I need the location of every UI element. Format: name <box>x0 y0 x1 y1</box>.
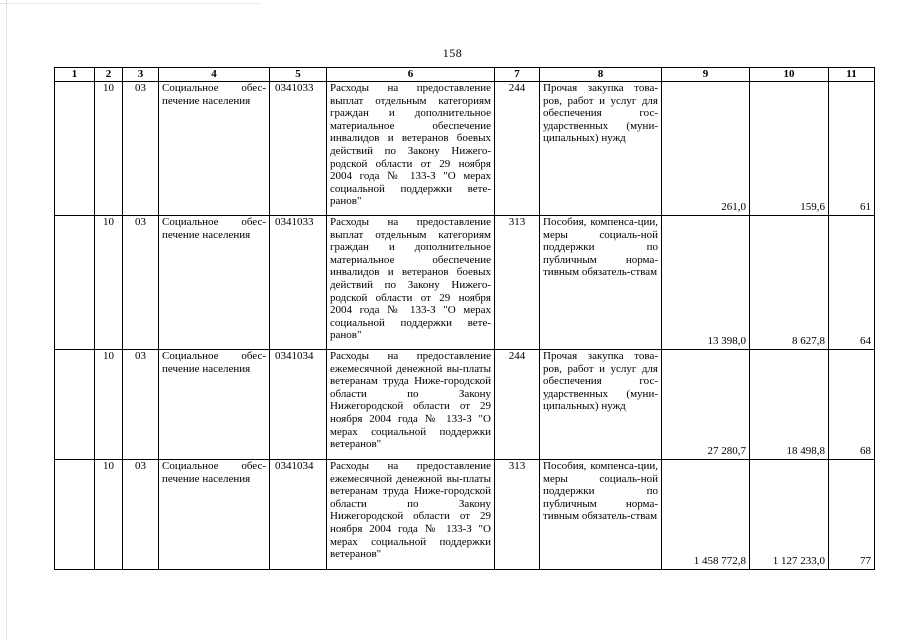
header-col-3: 3 <box>123 68 159 82</box>
cell-subsection: 03 <box>123 460 159 570</box>
cell-target-code: 0341034 <box>270 350 327 460</box>
cell-plan-amount: 261,0 <box>662 82 750 216</box>
header-col-6: 6 <box>327 68 495 82</box>
cell-description: Расходы на предоставление выплат отдельным категориям граждан и дополнительное материальное обеспечение инвалидов и ветеранов боевых действий по Закону Нижего-родской области от 29 ноября 2004 года № 133-З "О мерах социальной поддержки вете-ранов" <box>327 216 495 350</box>
header-col-9: 9 <box>662 68 750 82</box>
cell-actual-amount: 8 627,8 <box>750 216 829 350</box>
cell-percent: 68 <box>829 350 875 460</box>
cell-percent: 64 <box>829 216 875 350</box>
cell-plan-amount: 27 280,7 <box>662 350 750 460</box>
header-col-8: 8 <box>540 68 662 82</box>
table-row <box>55 82 875 216</box>
cell-expense-type: 244 <box>495 350 540 460</box>
cell-col-1 <box>55 216 95 350</box>
cell-expense-type: 313 <box>495 216 540 350</box>
cell-subsection: 03 <box>123 350 159 460</box>
cell-section-name: Социальное обес-печение населения <box>159 350 270 460</box>
cell-target-code: 0341033 <box>270 216 327 350</box>
header-col-2: 2 <box>95 68 123 82</box>
cell-target-code: 0341034 <box>270 460 327 570</box>
cell-description: Расходы на предоставление выплат отдельным категориям граждан и дополнительное материальное обеспечение инвалидов и ветеранов боевых действий по Закону Нижего-родской области от 29 ноября 2004 года № 133-З "О мерах социальной поддержки вете-ранов" <box>327 82 495 216</box>
cell-subsection: 03 <box>123 216 159 350</box>
page-number: 158 <box>442 46 463 60</box>
table-header-row <box>55 68 875 82</box>
cell-section-name: Социальное обес-печение населения <box>159 460 270 570</box>
header-col-5: 5 <box>270 68 327 82</box>
cell-section-name: Социальное обес-печение населения <box>159 82 270 216</box>
cell-description: Расходы на предоставление ежемесячной денежной вы-платы ветеранам труда Ниже-городской области по Закону Нижегородской области от 29 ноября 2004 года № 133-З "О мерах социальной поддержки ветеранов" <box>327 350 495 460</box>
cell-plan-amount: 1 458 772,8 <box>662 460 750 570</box>
cell-target-code: 0341033 <box>270 82 327 216</box>
cell-percent: 77 <box>829 460 875 570</box>
cell-expense-name: Пособия, компенса-ции, меры социаль-ной поддержки по публичным норма-тивным обязатель-ствам <box>540 216 662 350</box>
cell-section-name: Социальное обес-печение населения <box>159 216 270 350</box>
cell-expense-type: 244 <box>495 82 540 216</box>
header-col-1: 1 <box>55 68 95 82</box>
cell-section: 10 <box>95 350 123 460</box>
header-col-11: 11 <box>829 68 875 82</box>
cell-actual-amount: 1 127 233,0 <box>750 460 829 570</box>
cell-plan-amount: 13 398,0 <box>662 216 750 350</box>
cell-actual-amount: 18 498,8 <box>750 350 829 460</box>
cell-subsection: 03 <box>123 82 159 216</box>
cell-expense-name: Прочая закупка това-ров, работ и услуг для обеспечения гос-ударственных (муни-ципальных) нужд <box>540 82 662 216</box>
cell-col-1 <box>55 350 95 460</box>
table-row <box>55 460 875 570</box>
scan-border-top <box>0 3 260 4</box>
cell-section: 10 <box>95 460 123 570</box>
cell-percent: 61 <box>829 82 875 216</box>
cell-actual-amount: 159,6 <box>750 82 829 216</box>
cell-col-1 <box>55 82 95 216</box>
cell-description: Расходы на предоставление ежемесячной денежной вы-платы ветеранам труда Ниже-городской области по Закону Нижегородской области от 29 ноября 2004 года № 133-З "О мерах социальной поддержки ветеранов" <box>327 460 495 570</box>
cell-expense-type: 313 <box>495 460 540 570</box>
header-col-4: 4 <box>159 68 270 82</box>
budget-table <box>54 67 875 570</box>
cell-expense-name: Пособия, компенса-ции, меры социаль-ной поддержки по публичным норма-тивным обязатель-ствам <box>540 460 662 570</box>
table-row <box>55 216 875 350</box>
table-row <box>55 350 875 460</box>
header-col-10: 10 <box>750 68 829 82</box>
scan-border-left <box>6 0 7 640</box>
cell-section: 10 <box>95 216 123 350</box>
cell-section: 10 <box>95 82 123 216</box>
cell-expense-name: Прочая закупка това-ров, работ и услуг для обеспечения гос-ударственных (муни-ципальных) нужд <box>540 350 662 460</box>
header-col-7: 7 <box>495 68 540 82</box>
cell-col-1 <box>55 460 95 570</box>
